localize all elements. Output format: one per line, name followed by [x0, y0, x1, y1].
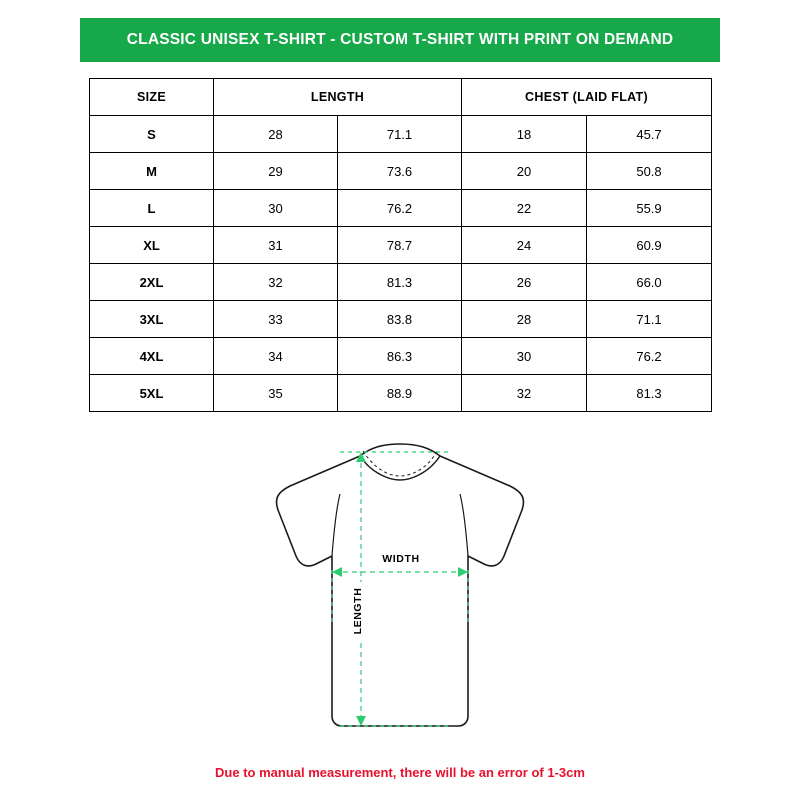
cell-length-in: 31 — [214, 227, 338, 264]
measurement-disclaimer: Due to manual measurement, there will be an error of 1-3cm — [215, 765, 585, 780]
table-row — [90, 338, 712, 375]
cell-size: M — [90, 153, 214, 190]
cell-chest-cm: 55.9 — [587, 190, 712, 227]
cell-chest-in: 30 — [462, 338, 587, 375]
tshirt-diagram — [230, 430, 570, 750]
cell-chest-cm: 76.2 — [587, 338, 712, 375]
cell-length-cm: 76.2 — [338, 190, 462, 227]
cell-length-cm: 88.9 — [338, 375, 462, 412]
cell-length-cm: 78.7 — [338, 227, 462, 264]
cell-chest-cm: 71.1 — [587, 301, 712, 338]
table-row — [90, 264, 712, 301]
cell-length-cm: 83.8 — [338, 301, 462, 338]
cell-chest-in: 28 — [462, 301, 587, 338]
cell-length-in: 30 — [214, 190, 338, 227]
cell-chest-cm: 60.9 — [587, 227, 712, 264]
cell-chest-in: 32 — [462, 375, 587, 412]
cell-size: 2XL — [90, 264, 214, 301]
cell-size: L — [90, 190, 214, 227]
cell-length-in: 28 — [214, 116, 338, 153]
length-label: LENGTH — [352, 587, 364, 635]
table-row — [90, 153, 712, 190]
cell-chest-cm: 45.7 — [587, 116, 712, 153]
cell-chest-in: 26 — [462, 264, 587, 301]
width-label: WIDTH — [382, 553, 420, 565]
cell-size: 4XL — [90, 338, 214, 375]
cell-size: S — [90, 116, 214, 153]
cell-size: 3XL — [90, 301, 214, 338]
cell-length-cm: 86.3 — [338, 338, 462, 375]
cell-chest-in: 20 — [462, 153, 587, 190]
cell-length-in: 35 — [214, 375, 338, 412]
cell-length-cm: 73.6 — [338, 153, 462, 190]
column-header-length: LENGTH — [214, 79, 462, 116]
table-row — [90, 227, 712, 264]
cell-chest-cm: 81.3 — [587, 375, 712, 412]
cell-chest-cm: 66.0 — [587, 264, 712, 301]
cell-chest-in: 24 — [462, 227, 587, 264]
cell-length-in: 29 — [214, 153, 338, 190]
tshirt-outline-icon — [277, 444, 524, 726]
page-title: CLASSIC UNISEX T-SHIRT - CUSTOM T-SHIRT WITH PRINT ON DEMAND — [126, 31, 674, 48]
table-header-row — [90, 79, 712, 116]
header-banner — [80, 18, 720, 62]
cell-chest-cm: 50.8 — [587, 153, 712, 190]
table-row — [90, 301, 712, 338]
cell-length-in: 32 — [214, 264, 338, 301]
size-table — [89, 78, 712, 412]
table-row — [90, 116, 712, 153]
cell-size: 5XL — [90, 375, 214, 412]
cell-chest-in: 18 — [462, 116, 587, 153]
column-header-size: SIZE — [90, 79, 214, 116]
cell-length-in: 33 — [214, 301, 338, 338]
cell-chest-in: 22 — [462, 190, 587, 227]
size-table-container — [89, 78, 711, 412]
cell-length-cm: 71.1 — [338, 116, 462, 153]
cell-size: XL — [90, 227, 214, 264]
table-row — [90, 375, 712, 412]
table-row — [90, 190, 712, 227]
cell-length-cm: 81.3 — [338, 264, 462, 301]
column-header-chest: CHEST (LAID FLAT) — [462, 79, 712, 116]
cell-length-in: 34 — [214, 338, 338, 375]
